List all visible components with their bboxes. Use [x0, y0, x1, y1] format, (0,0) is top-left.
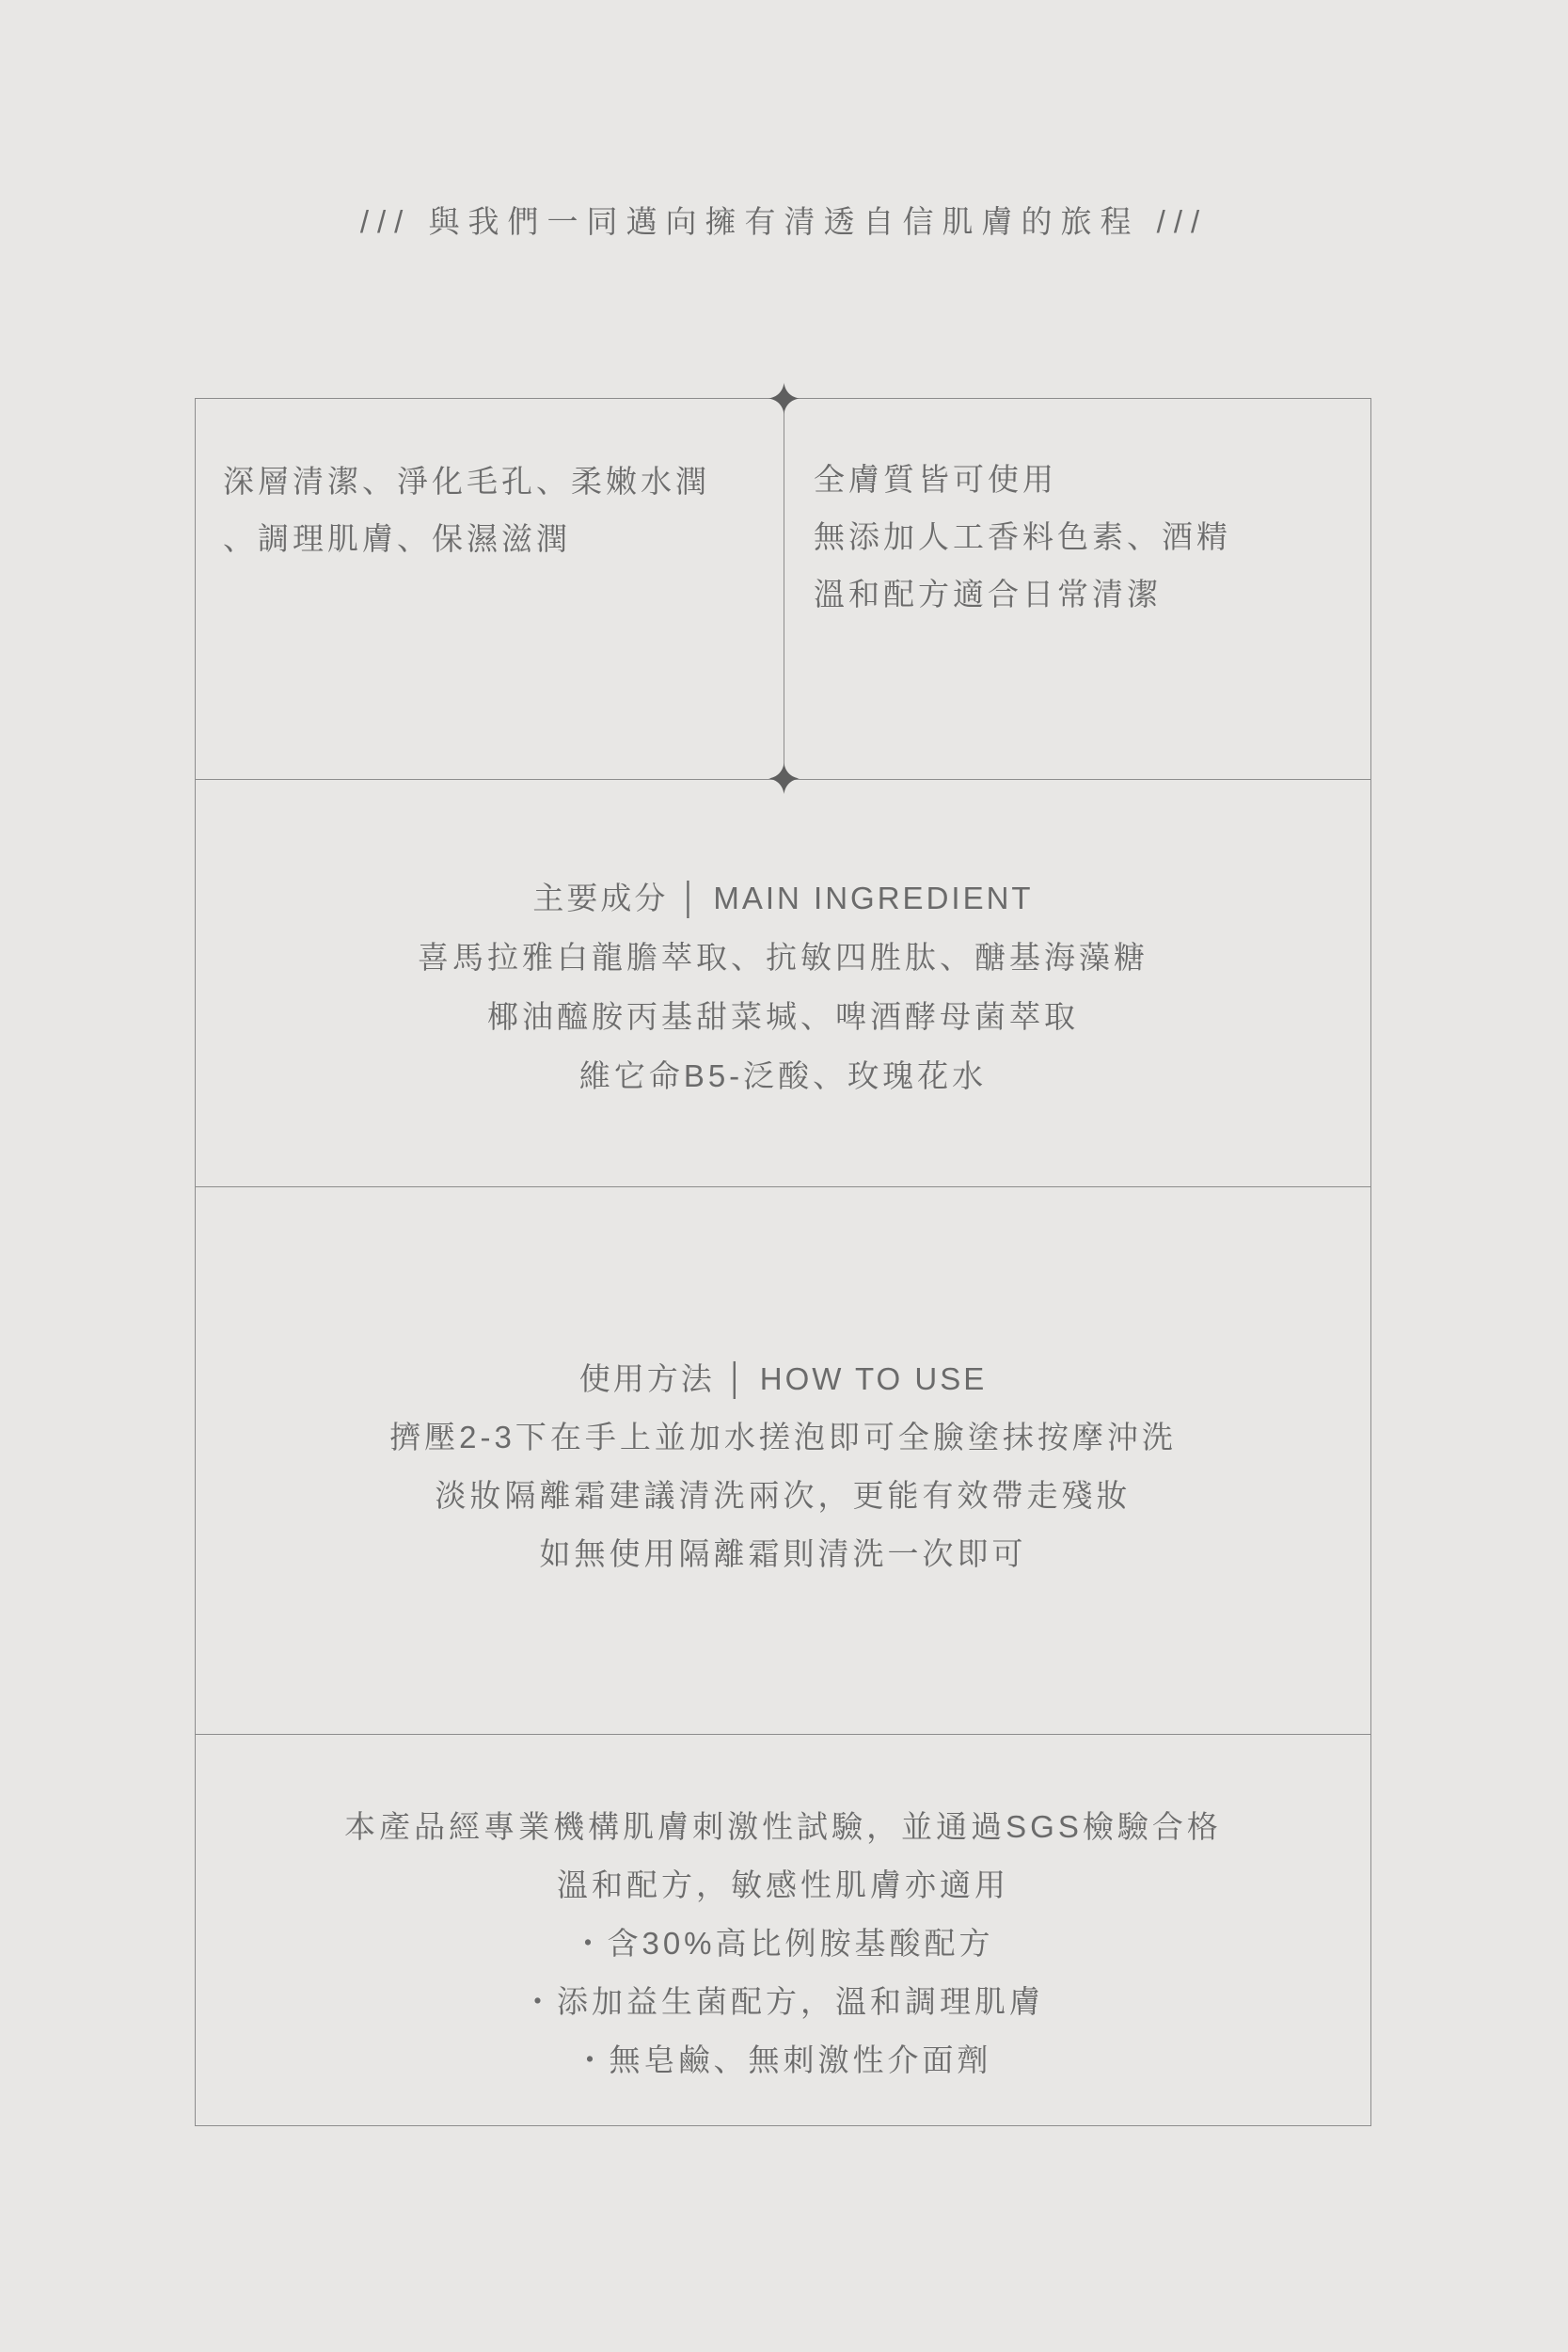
usage-line: 淡妝隔離霜建議清洗兩次，更能有效帶走殘妝 — [435, 1477, 1132, 1513]
sparkle-icon — [768, 380, 800, 417]
feature-right-line: 溫和配方適合日常清潔 — [814, 577, 1162, 612]
main-ingredient-section — [196, 779, 1370, 1186]
usage-line: 擠壓2-3下在手上並加水搓泡即可全臉塗抹按摩沖洗 — [389, 1419, 1177, 1454]
feature-left-column — [196, 399, 784, 779]
ingredient-line: 椰油醯胺丙基甜菜堿、啤酒酵母菌萃取 — [487, 999, 1079, 1034]
certification-line: ・含30%高比例胺基酸配方 — [572, 1925, 994, 1961]
main-ingredient-heading: 主要成分 │ MAIN INGREDIENT — [532, 881, 1034, 915]
feature-right-line: 無添加人工香料色素、酒精 — [814, 519, 1231, 554]
ingredient-line: 維它命B5-泛酸、玫瑰花水 — [578, 1058, 988, 1093]
feature-right-line: 全膚質皆可使用 — [814, 462, 1057, 497]
ingredient-line: 喜馬拉雅白龍膽萃取、抗敏四胜肽、醣基海藻糖 — [418, 940, 1148, 975]
feature-right-column — [784, 399, 1370, 779]
usage-line: 如無使用隔離霜則清洗一次即可 — [539, 1535, 1027, 1571]
sparkle-icon — [768, 760, 800, 797]
certification-line: 本產品經專業機構肌膚刺激性試驗，並通過SGS檢驗合格 — [344, 1808, 1222, 1844]
certification-line: 溫和配方，敏感性肌膚亦適用 — [557, 1867, 1009, 1902]
info-panel — [195, 398, 1371, 2126]
certification-section — [196, 1734, 1370, 2125]
how-to-use-section — [196, 1186, 1370, 1734]
certification-line: ・添加益生菌配方，溫和調理肌膚 — [522, 1983, 1044, 2019]
page-tagline: /// 與我們一同邁向擁有清透自信肌膚的旅程 /// — [359, 204, 1209, 239]
features-section — [196, 399, 1370, 779]
feature-left-line: 、調理肌膚、保濕滋潤 — [223, 521, 571, 556]
certification-line: ・無皂鹼、無刺激性介面劑 — [574, 2042, 992, 2077]
feature-left-line: 深層清潔、淨化毛孔、柔嫩水潤 — [223, 464, 710, 499]
how-to-use-heading: 使用方法 │ HOW TO USE — [578, 1360, 988, 1396]
